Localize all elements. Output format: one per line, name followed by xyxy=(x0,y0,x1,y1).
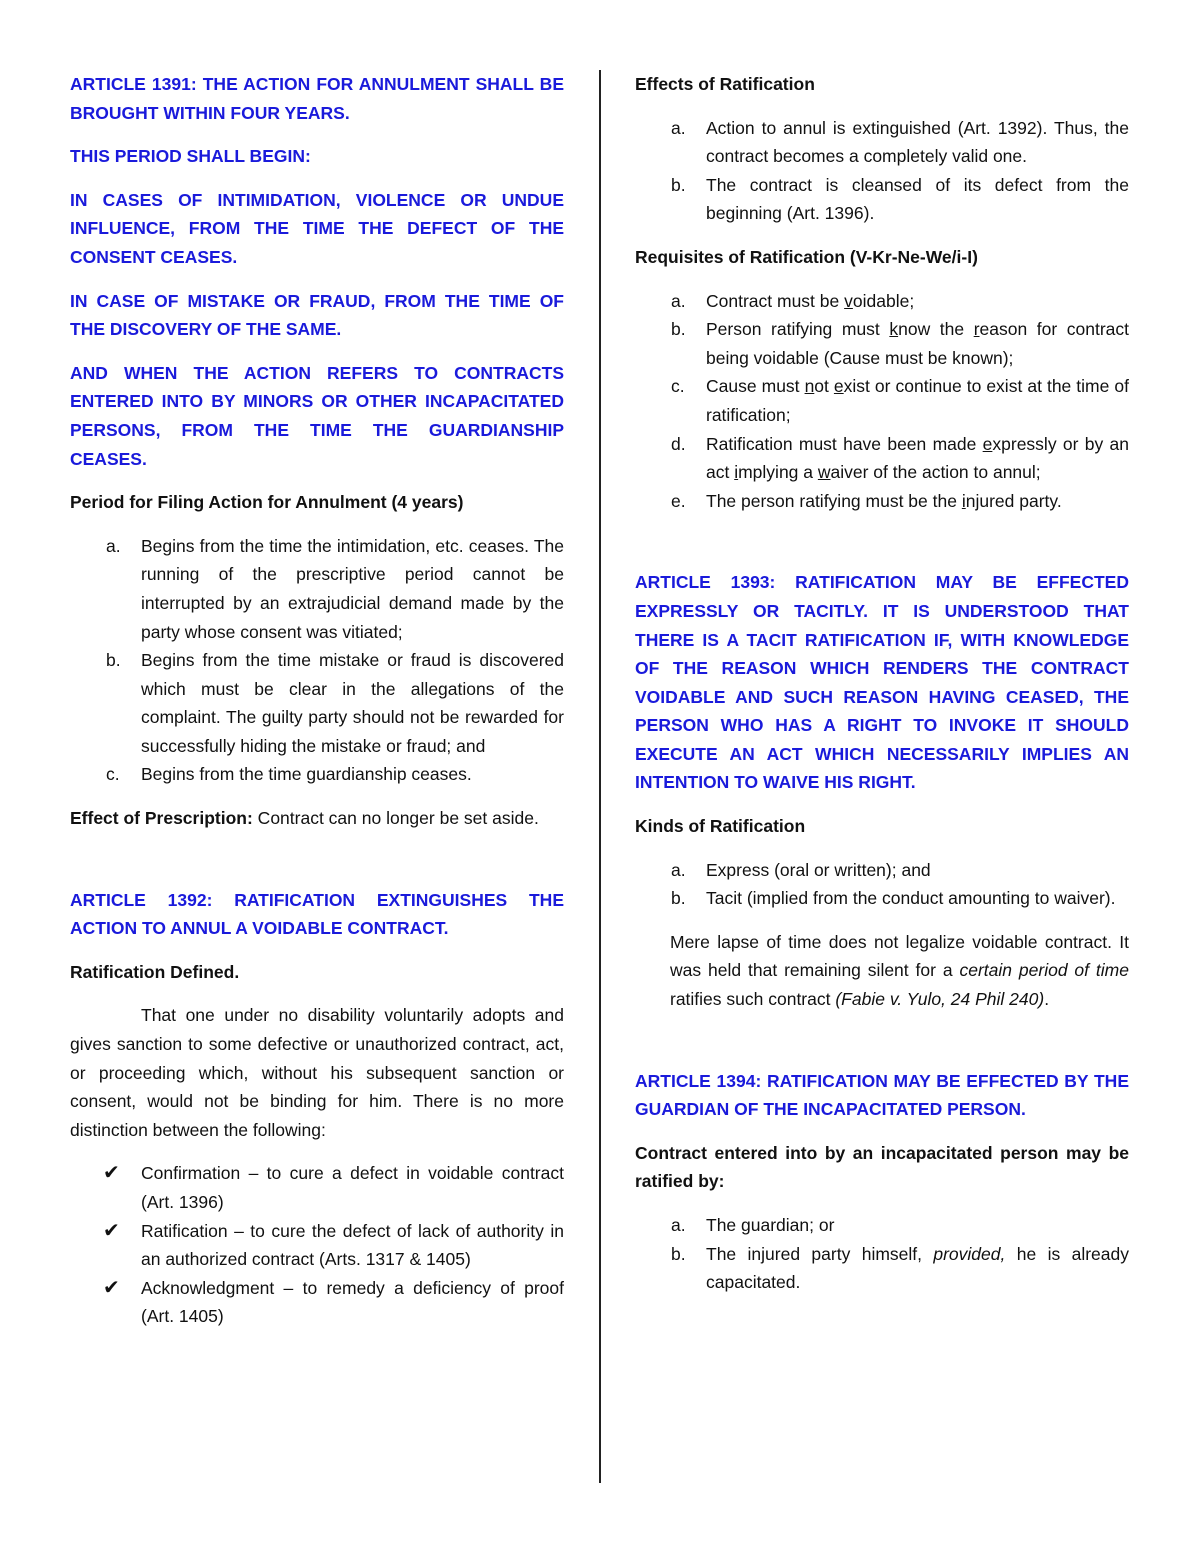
text-run: eason for contract being voidable (Cause must be known); xyxy=(706,319,1130,368)
text-run: oidable; xyxy=(852,290,915,311)
list-marker: b. xyxy=(671,174,686,195)
list-marker: a. xyxy=(106,535,121,556)
list-item-text: Confirmation – to cure a defect in voidable contract (Art. 1396) xyxy=(141,1163,564,1212)
list-item-text: Begins from the time mistake or fraud is discovered which must be clear in the allegations of the complaint. The guilty party should not be rewarded for successfully hiding the mistake or fraud; and xyxy=(141,650,564,756)
prescription-paragraph xyxy=(70,804,564,833)
text-run: ot xyxy=(814,376,834,397)
underlined-letter: w xyxy=(817,462,831,483)
text-run: The injured party himself, xyxy=(706,1243,934,1264)
left-column xyxy=(70,70,564,1331)
article-1393-title: ARTICLE 1393: RATIFICATION MAY BE EFFECTED EXPRESSLY OR TACITLY. IT IS UNDERSTOOD THAT THERE IS A TACIT RATIFICATION IF, WITH KNOWLEDGE OF THE REASON WHICH RENDERS THE CONTRACT VOIDABLE AND SUCH REASON HAVING CEASED, THE PERSON WHO HAS A RIGHT TO INVOKE IT SHOULD EXECUTE AN ACT WHICH NECESSARILY IMPLIES AN INTENTION TO WAIVE HIS RIGHT. xyxy=(635,572,1129,793)
ratification-defined-heading: Ratification Defined. xyxy=(70,961,240,982)
list-item-text: Express (oral or written); and xyxy=(706,859,931,880)
list-marker: d. xyxy=(671,433,686,454)
list-item-text: Begins from the time the intimidation, etc. ceases. The running of the prescriptive period cannot be interrupted by an extrajudicial demand made by the party whose consent was vitiated; xyxy=(141,535,564,642)
list-item xyxy=(106,532,564,646)
text-run: The person ratifying must be the xyxy=(706,490,962,511)
list-item xyxy=(671,856,1129,885)
underlined-letter: i xyxy=(734,462,739,483)
list-item xyxy=(671,1211,1129,1240)
requisites-list xyxy=(635,287,1129,516)
list-item xyxy=(671,171,1129,228)
kinds-list xyxy=(635,856,1129,913)
text-run: Contract must be xyxy=(706,290,845,311)
article-1391-paragraph: AND WHEN THE ACTION REFERS TO CONTRACTS ENTERED INTO BY MINORS OR OTHER INCAPACITATED PERSONS, FROM THE TIME THE GUARDIANSHIP CEASES. xyxy=(70,362,564,469)
prescription-text: Contract can no longer be set aside. xyxy=(252,808,539,829)
italic-text: certain period of time xyxy=(959,960,1129,981)
lapse-paragraph xyxy=(635,928,1129,1014)
article-1394-title: ARTICLE 1394: RATIFICATION MAY BE EFFECTED BY THE GUARDIAN OF THE INCAPACITATED PERSON. xyxy=(635,1070,1129,1120)
text-run: xist or continue to exist at the time of ratification; xyxy=(706,376,1129,425)
list-marker: b. xyxy=(671,319,686,340)
italic-text: provided, xyxy=(933,1243,1006,1264)
list-item xyxy=(103,1274,564,1331)
checkmark-icon: ✔ xyxy=(103,1219,120,1242)
text-run: Cause must xyxy=(706,376,805,397)
text-run: Ratification must have been made xyxy=(706,433,983,454)
list-item-text: Action to annul is extinguished (Art. 1392). Thus, the contract becomes a completely valid one. xyxy=(706,117,1129,167)
list-marker: c. xyxy=(671,376,685,397)
right-column xyxy=(635,70,1129,1312)
list-item xyxy=(671,1240,1129,1297)
article-1392-title: ARTICLE 1392: RATIFICATION EXTINGUISHES THE ACTION TO ANNUL A VOIDABLE CONTRACT. xyxy=(70,889,564,939)
list-item xyxy=(671,287,1129,316)
list-item xyxy=(671,372,1129,429)
list-item-text: Acknowledgment – to remedy a deficiency of proof (Art. 1405) xyxy=(141,1277,564,1327)
column-divider xyxy=(599,70,601,1483)
list-item xyxy=(103,1217,564,1274)
text-run: . xyxy=(1044,989,1050,1010)
list-item-text: The guardian; or xyxy=(706,1215,835,1235)
text-run: aiver of the action to annul; xyxy=(830,462,1041,483)
incapacitated-heading: Contract entered into by an incapacitated person may be ratified by: xyxy=(635,1142,1129,1192)
list-marker: c. xyxy=(106,764,120,785)
list-item xyxy=(671,884,1129,913)
article-1391-title: ARTICLE 1391: THE ACTION FOR ANNULMENT SHALL BE BROUGHT WITHIN FOUR YEARS. xyxy=(70,74,564,123)
underlined-letter: e xyxy=(833,376,844,397)
list-item xyxy=(671,315,1130,372)
list-marker: b. xyxy=(106,650,121,671)
text-run: he is already capacitated. xyxy=(706,1243,1129,1293)
list-item xyxy=(106,646,564,760)
text-run: njured party. xyxy=(965,490,1062,511)
list-marker: b. xyxy=(671,888,686,909)
list-marker: e. xyxy=(671,490,686,511)
list-item xyxy=(671,114,1129,171)
checkmark-icon: ✔ xyxy=(103,1276,120,1299)
underlined-letter: e xyxy=(982,433,993,454)
list-marker: a. xyxy=(671,117,686,138)
requisites-heading: Requisites of Ratification (V-Kr-Ne-We/i-I) xyxy=(635,246,978,267)
list-marker: b. xyxy=(671,1243,686,1264)
text-run: now the xyxy=(898,319,974,340)
text-run: Person ratifying must xyxy=(706,319,890,340)
article-1391-paragraph: IN CASE OF MISTAKE OR FRAUD, FROM THE TIME OF THE DISCOVERY OF THE SAME. xyxy=(70,290,564,340)
prescription-label: Effect of Prescription: xyxy=(70,808,253,829)
kinds-heading: Kinds of Ratification xyxy=(635,816,806,837)
checkmark-icon: ✔ xyxy=(103,1162,120,1185)
list-item-text: Ratification – to cure the defect of lack of authority in an authorized contract (Arts. 1317 & 1405) xyxy=(141,1220,564,1270)
list-item xyxy=(671,487,1129,516)
text-run: xpressly or by an act xyxy=(706,433,1129,483)
list-marker: a. xyxy=(671,859,686,880)
period-list xyxy=(70,532,564,789)
list-item-text: Begins from the time guardianship ceases. xyxy=(141,764,472,785)
underlined-letter: i xyxy=(961,490,966,511)
list-marker: a. xyxy=(671,1215,686,1235)
underlined-letter: v xyxy=(844,290,853,311)
list-item-text: The contract is cleansed of its defect from the beginning (Art. 1396). xyxy=(706,174,1129,224)
list-item xyxy=(671,430,1129,487)
underlined-letter: k xyxy=(889,319,899,340)
list-item xyxy=(106,760,564,789)
text-run: Mere lapse of time does not legalize voidable contract. It was held that remaining silent for a xyxy=(670,931,1129,981)
list-marker: a. xyxy=(671,290,686,311)
list-item xyxy=(103,1159,564,1216)
effects-list xyxy=(635,114,1129,228)
article-1391-paragraph: THIS PERIOD SHALL BEGIN: xyxy=(70,146,311,167)
underlined-letter: n xyxy=(804,376,815,397)
article-1391-paragraph: IN CASES OF INTIMIDATION, VIOLENCE OR UNDUE INFLUENCE, FROM THE TIME THE DEFECT OF THE CONSENT CEASES. xyxy=(70,189,564,267)
text-run: mplying a xyxy=(738,462,818,483)
list-item-text: Tacit (implied from the conduct amounting to waiver). xyxy=(706,888,1116,909)
effects-heading: Effects of Ratification xyxy=(635,74,815,94)
underlined-letter: r xyxy=(973,319,980,340)
ratification-defined-text: That one under no disability voluntarily adopts and gives sanction to some defective or unauthorized contract, act, or proceeding which, without his subsequent sanction or consent, would not be binding for him. There is no more distinction between the following: xyxy=(70,1005,564,1140)
incapacitated-list xyxy=(635,1211,1129,1297)
period-heading: Period for Filing Action for Annulment (4 years) xyxy=(70,492,464,513)
case-citation: (Fabie v. Yulo, 24 Phil 240) xyxy=(835,989,1045,1010)
text-run: ratifies such contract xyxy=(670,989,836,1010)
distinction-list xyxy=(70,1159,564,1331)
